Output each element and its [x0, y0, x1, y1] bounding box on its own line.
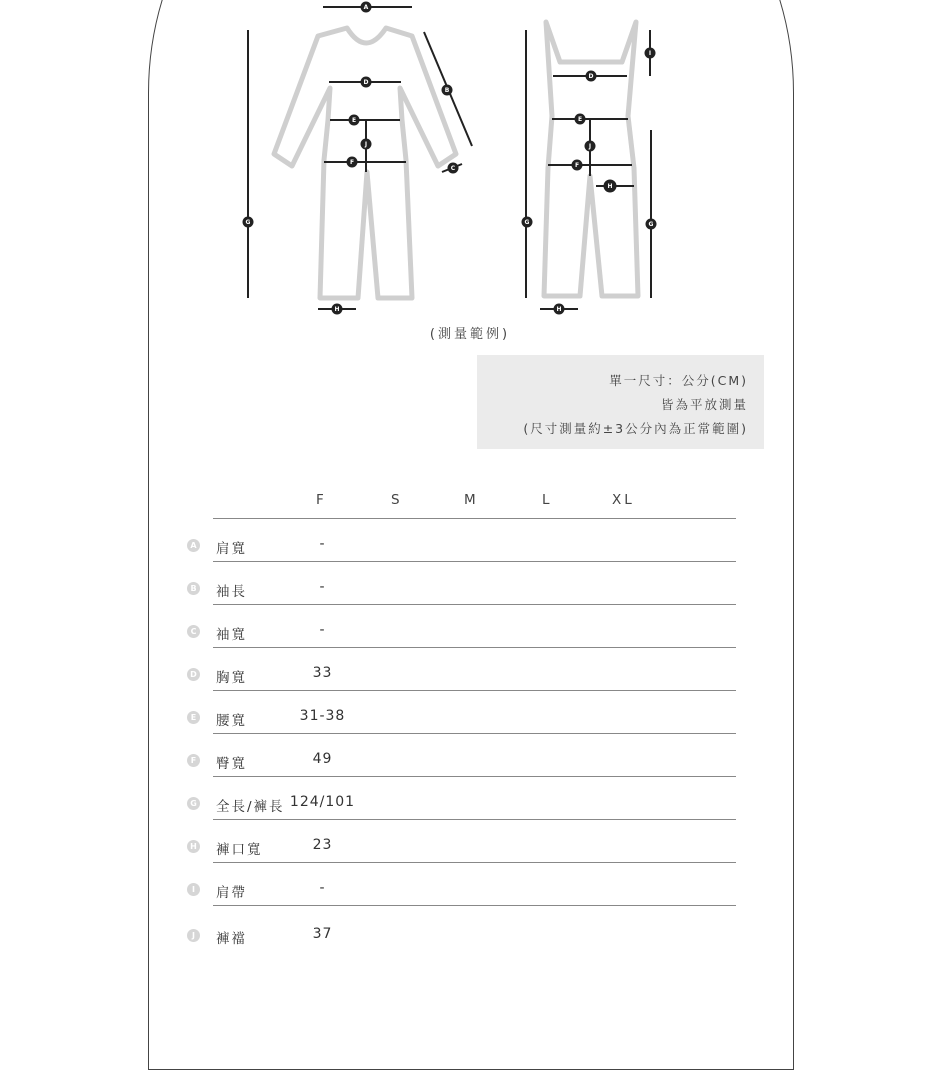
- row-badge: I: [187, 883, 200, 896]
- column-header-l: L: [542, 492, 553, 508]
- column-header-xl: XL: [612, 492, 635, 508]
- row-badge: A: [187, 539, 200, 552]
- marker-f-2: F: [574, 162, 580, 169]
- marker-a: A: [363, 4, 369, 11]
- row-label: 肩帶: [216, 885, 247, 901]
- table-row: [185, 909, 736, 952]
- column-header-f: F: [316, 492, 327, 508]
- column-header-m: M: [464, 492, 479, 508]
- marker-c: C: [450, 165, 456, 172]
- marker-h-2: H: [607, 183, 613, 190]
- marker-i: I: [648, 50, 652, 57]
- marker-f: F: [349, 159, 355, 166]
- row-badge: B: [187, 582, 200, 595]
- table-row: [185, 519, 736, 562]
- row-badge: C: [187, 625, 200, 638]
- table-row: [185, 777, 736, 820]
- table-row: [185, 605, 736, 648]
- table-row: [185, 863, 736, 906]
- marker-d: D: [363, 79, 369, 86]
- row-label: 肩寬: [216, 541, 247, 557]
- measurement-diagram: [0, 0, 941, 330]
- marker-j: J: [364, 141, 368, 148]
- unit-note-line2: 皆為平放測量: [660, 397, 748, 412]
- row-value-f: -: [319, 536, 326, 552]
- row-value-f: 37: [312, 926, 333, 942]
- table-row: [185, 691, 736, 734]
- row-label: 胸寬: [216, 670, 247, 686]
- row-badge: F: [187, 754, 200, 767]
- marker-e: E: [351, 117, 357, 124]
- marker-d-2: D: [588, 73, 594, 80]
- row-badge: E: [187, 711, 200, 724]
- unit-note-line1: 單一尺寸：公分(CM): [609, 373, 748, 388]
- marker-e-2: E: [577, 116, 583, 123]
- column-header-s: S: [391, 492, 403, 508]
- row-label: 全長/褲長: [216, 799, 285, 815]
- row-label: 褲口寬: [216, 842, 263, 858]
- row-value-f: -: [319, 622, 326, 638]
- row-divider: [213, 905, 736, 906]
- row-label: 臀寬: [216, 756, 247, 772]
- row-label: 袖長: [216, 584, 247, 600]
- marker-h: H: [334, 306, 340, 313]
- marker-j-2: J: [588, 143, 592, 150]
- row-label: 腰寬: [216, 713, 247, 729]
- table-row: [185, 734, 736, 777]
- marker-b: B: [444, 87, 450, 94]
- row-value-f: -: [319, 579, 326, 595]
- row-value-f: 23: [312, 837, 333, 853]
- row-label: 袖寬: [216, 627, 247, 643]
- row-badge: D: [187, 668, 200, 681]
- marker-g-3: G: [648, 221, 654, 228]
- row-value-f: 31-38: [299, 708, 346, 724]
- diagram-caption: (測量範例): [429, 327, 511, 342]
- table-row: [185, 562, 736, 605]
- marker-h-3: H: [556, 306, 562, 313]
- row-value-f: 49: [312, 751, 333, 767]
- row-badge: G: [187, 797, 200, 810]
- row-value-f: -: [319, 880, 326, 896]
- unit-note-line3: (尺寸測量約±3公分內為正常範圍): [523, 421, 748, 436]
- row-badge: J: [187, 929, 200, 942]
- row-badge: H: [187, 840, 200, 853]
- table-row: [185, 648, 736, 691]
- row-value-f: 124/101: [289, 794, 356, 810]
- marker-g: G: [245, 219, 251, 226]
- unit-note-box: [477, 355, 764, 449]
- row-label: 褲襠: [216, 931, 247, 947]
- row-value-f: 33: [312, 665, 333, 681]
- table-row: [185, 820, 736, 863]
- marker-g-2: G: [524, 219, 530, 226]
